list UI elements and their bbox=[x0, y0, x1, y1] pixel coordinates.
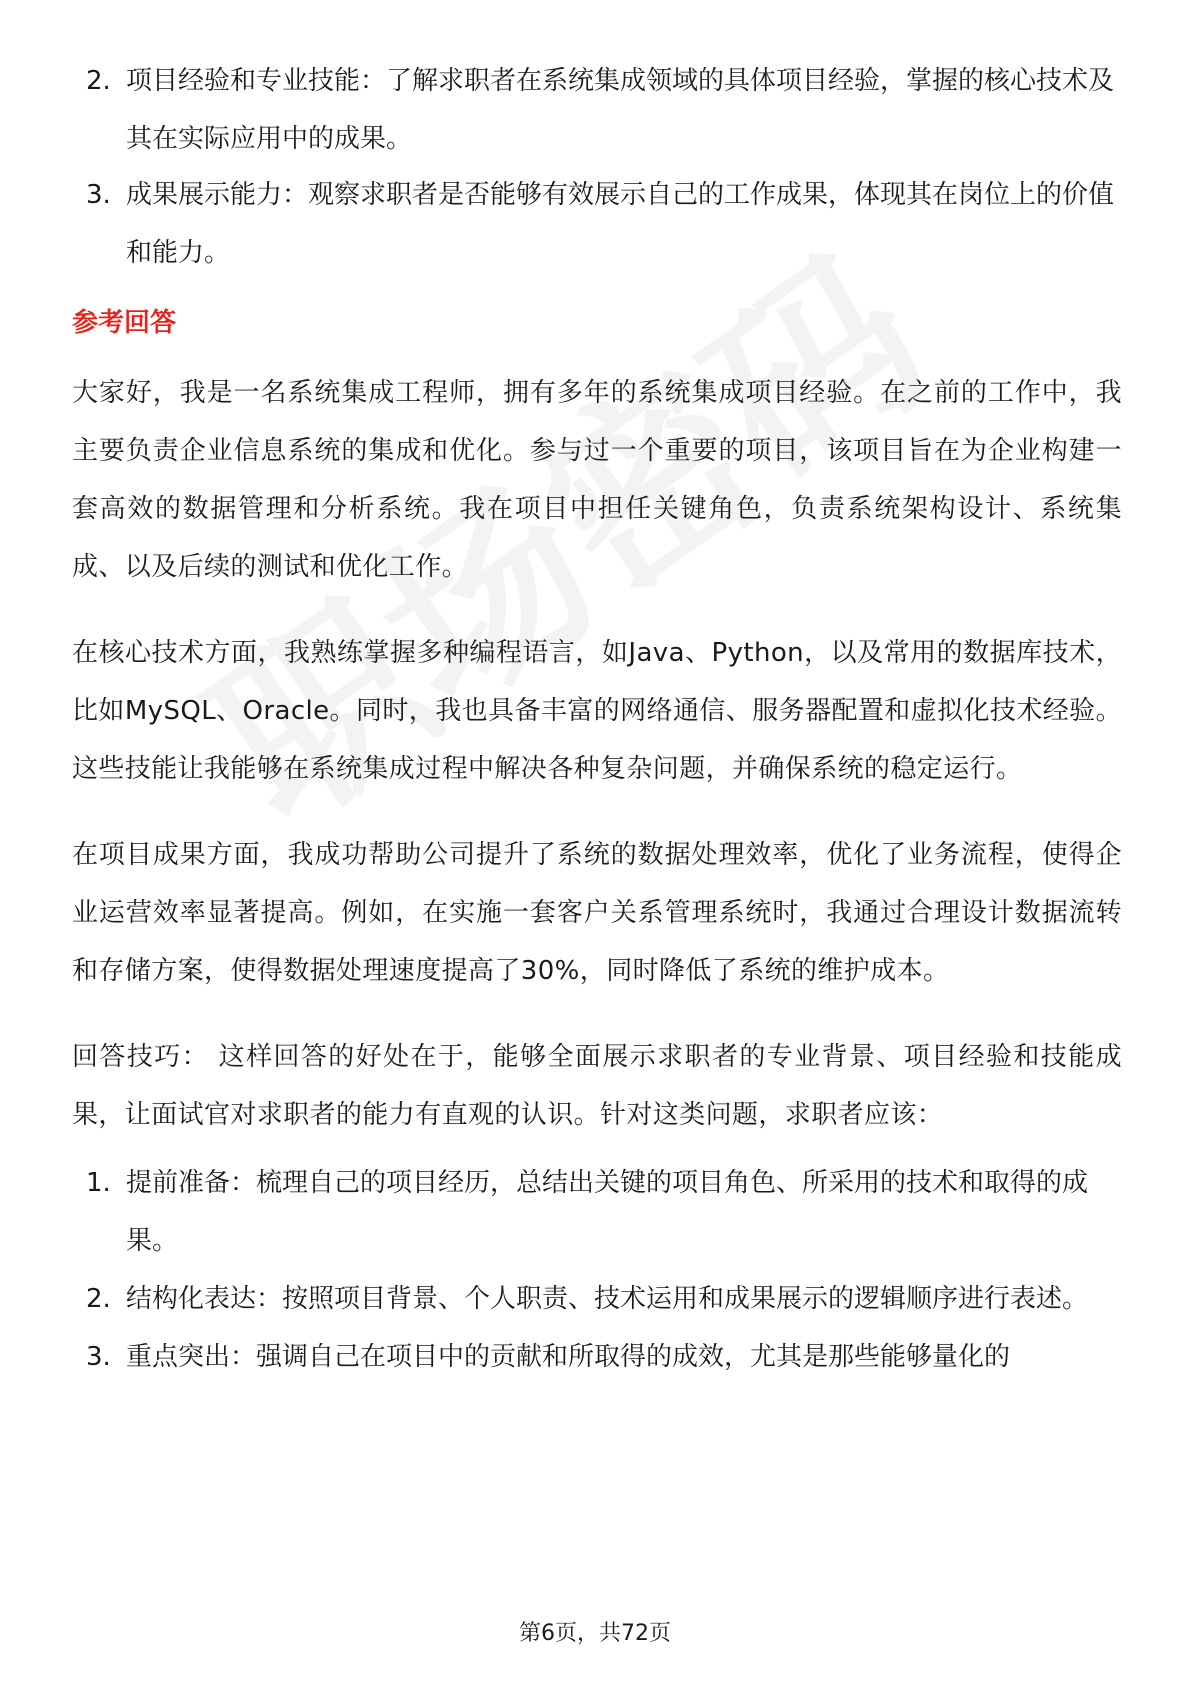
section-heading: 参考回答 bbox=[72, 308, 177, 338]
list-number: 2. bbox=[86, 66, 111, 96]
bottom-numbered-list bbox=[72, 1154, 1122, 1386]
list-item-text: 强调自己在项目中的贡献和所取得的成效，尤其是那些能够量化的 bbox=[256, 1342, 1011, 1372]
list-number: 1. bbox=[86, 1168, 111, 1198]
paragraph-results: 在项目成果方面，我成功帮助公司提升了系统的数据处理效率，优化了业务流程，使得企业运营效率显著提高。例如，在实施一套客户关系管理系统时，我通过合理设计数据流转和存储方案，使得数据处理速度提高了30%，同时降低了系统的维护成本。 bbox=[72, 840, 1122, 986]
list-item bbox=[72, 1154, 1122, 1270]
list-item bbox=[72, 1270, 1122, 1328]
paragraph-tips: 回答技巧： 这样回答的好处在于，能够全面展示求职者的专业背景、项目经验和技能成果，让面试官对求职者的能力有直观的认识。针对这类问题，求职者应该： bbox=[72, 1042, 1122, 1130]
document-page bbox=[72, 52, 1122, 1386]
list-item-text: 按照项目背景、个人职责、技术运用和成果展示的逻辑顺序进行表述。 bbox=[282, 1284, 1089, 1314]
list-item bbox=[72, 52, 1122, 168]
paragraph-skills: 在核心技术方面，我熟练掌握多种编程语言，如Java、Python，以及常用的数据库技术，比如MySQL、Oracle。同时，我也具备丰富的网络通信、服务器配置和虚拟化技术经验。这些技能让我能够在系统集成过程中解决各种复杂问题，并确保系统的稳定运行。 bbox=[72, 638, 1122, 784]
list-item-text: 梳理自己的项目经历，总结出关键的项目角色、所采用的技术和取得的成果。 bbox=[126, 1168, 1089, 1256]
list-item-title: 项目经验和专业技能： bbox=[126, 66, 387, 96]
list-item-text: 观察求职者是否能够有效展示自己的工作成果，体现其在岗位上的价值和能力。 bbox=[126, 180, 1115, 268]
list-item-title: 结构化表达： bbox=[126, 1284, 283, 1314]
list-number: 2. bbox=[86, 1284, 111, 1314]
list-number: 3. bbox=[86, 1342, 111, 1372]
list-item-title: 成果展示能力： bbox=[126, 180, 309, 210]
list-item-title: 提前准备： bbox=[126, 1168, 257, 1198]
list-item bbox=[72, 1328, 1122, 1386]
list-item-text: 了解求职者在系统集成领域的具体项目经验，掌握的核心技术及其在实际应用中的成果。 bbox=[126, 66, 1115, 154]
list-item-title: 重点突出： bbox=[126, 1342, 257, 1372]
page-footer: 第6页，共72页 bbox=[519, 1621, 671, 1646]
list-item bbox=[72, 166, 1122, 282]
top-numbered-list bbox=[72, 52, 1122, 282]
list-number: 3. bbox=[86, 180, 111, 210]
paragraph-intro: 大家好，我是一名系统集成工程师，拥有多年的系统集成项目经验。在之前的工作中，我主要负责企业信息系统的集成和优化。参与过一个重要的项目，该项目旨在为企业构建一套高效的数据管理和分析系统。我在项目中担任关键角色，负责系统架构设计、系统集成、以及后续的测试和优化工作。 bbox=[72, 378, 1122, 582]
